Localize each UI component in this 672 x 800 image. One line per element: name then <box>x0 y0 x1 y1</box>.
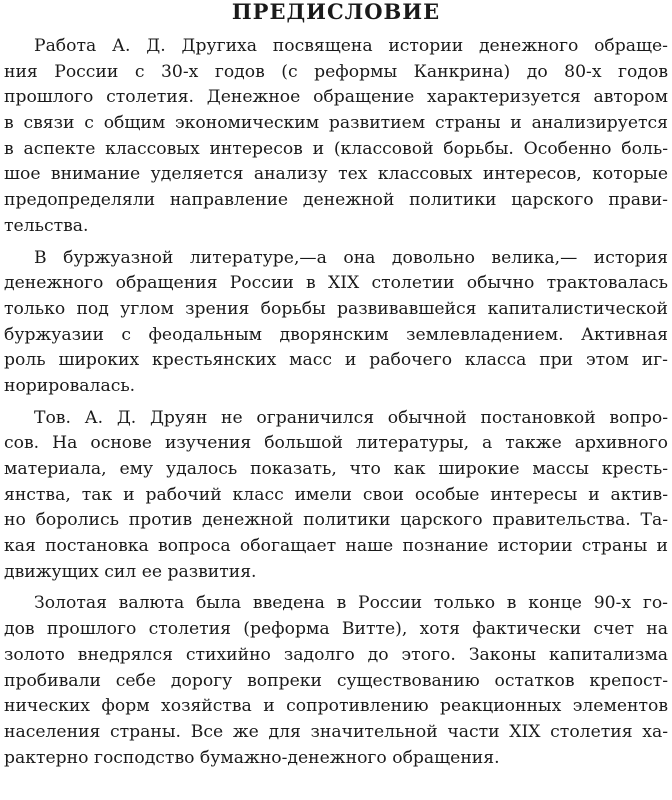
text-line: материала, ему удалось показать, что как широкие массы кресть- <box>4 459 668 479</box>
paragraph <box>4 246 668 400</box>
paragraph <box>4 34 668 240</box>
page-title: ПРЕДИСЛОВИЕ <box>231 0 441 24</box>
text-line: пробивали себе дорогу вопреки существованию остатков крепост- <box>4 670 668 691</box>
text-line: ния России с 30-х годов (с реформы Канкрина) до 80-х годов <box>4 61 668 82</box>
text-line: Работа А. Д. Другиха посвящена истории денежного обраще- <box>34 36 668 56</box>
text-line: но боролись против денежной политики царского правительства. Та- <box>4 510 668 531</box>
text-line: денежного обращения России в XIX столетии обычно трактовалась <box>4 273 668 294</box>
text-line: населения страны. Все же для значительной части XIX столетия ха- <box>4 721 668 742</box>
text-line: предопределяли направление денежной политики царского прави- <box>4 190 668 211</box>
text-line: только под углом зрения борьбы развивавшейся капиталистической <box>4 298 668 319</box>
paragraph <box>4 406 668 586</box>
document-page <box>4 0 668 771</box>
text-line: в связи с общим экономическим развитием страны и анализируется <box>4 113 668 134</box>
text-line: в аспекте классовых интересов и (классовой борьбы. Особенно боль- <box>4 138 668 159</box>
text-line: рактерно господство бумажно-денежного обращения. <box>4 747 500 768</box>
text-line: дов прошлого столетия (реформа Витте), хотя фактически счет на <box>4 619 668 640</box>
text-line: янства, так и рабочий класс имели свои особые интересы и актив- <box>4 484 668 505</box>
text-line: золото внедрялся стихийно задолго до этого. Законы капитализма <box>4 644 668 665</box>
text-line: кая постановка вопроса обогащает наше познание истории страны и <box>4 536 668 557</box>
text-line: сов. На основе изучения большой литературы, а также архивного <box>4 433 668 454</box>
text-line: прошлого столетия. Денежное обращение характеризуется автором <box>4 87 668 108</box>
text-line: В буржуазной литературе,—а она довольно велика,— история <box>34 247 668 268</box>
text-line: норировалась. <box>4 375 136 396</box>
text-line: нических форм хозяйства и сопротивлению реакционных элементов <box>4 696 668 717</box>
text-line: буржуазии с феодальным дворянским землевладением. Активная <box>4 324 668 345</box>
paragraph <box>4 591 668 771</box>
text-line: шое внимание уделяется анализу тех классовых интересов, которые <box>4 164 668 185</box>
text-line: Золотая валюта была введена в России только в конце 90-х го- <box>34 593 668 614</box>
text-line: тельства. <box>4 215 89 236</box>
text-line: движущих сил ее развития. <box>4 561 257 582</box>
text-line: Тов. А. Д. Друян не ограничился обычной постановкой вопро- <box>34 407 668 428</box>
document-body <box>4 34 668 771</box>
text-line: роль широких крестьянских масс и рабочего класса при этом иг- <box>4 350 668 371</box>
